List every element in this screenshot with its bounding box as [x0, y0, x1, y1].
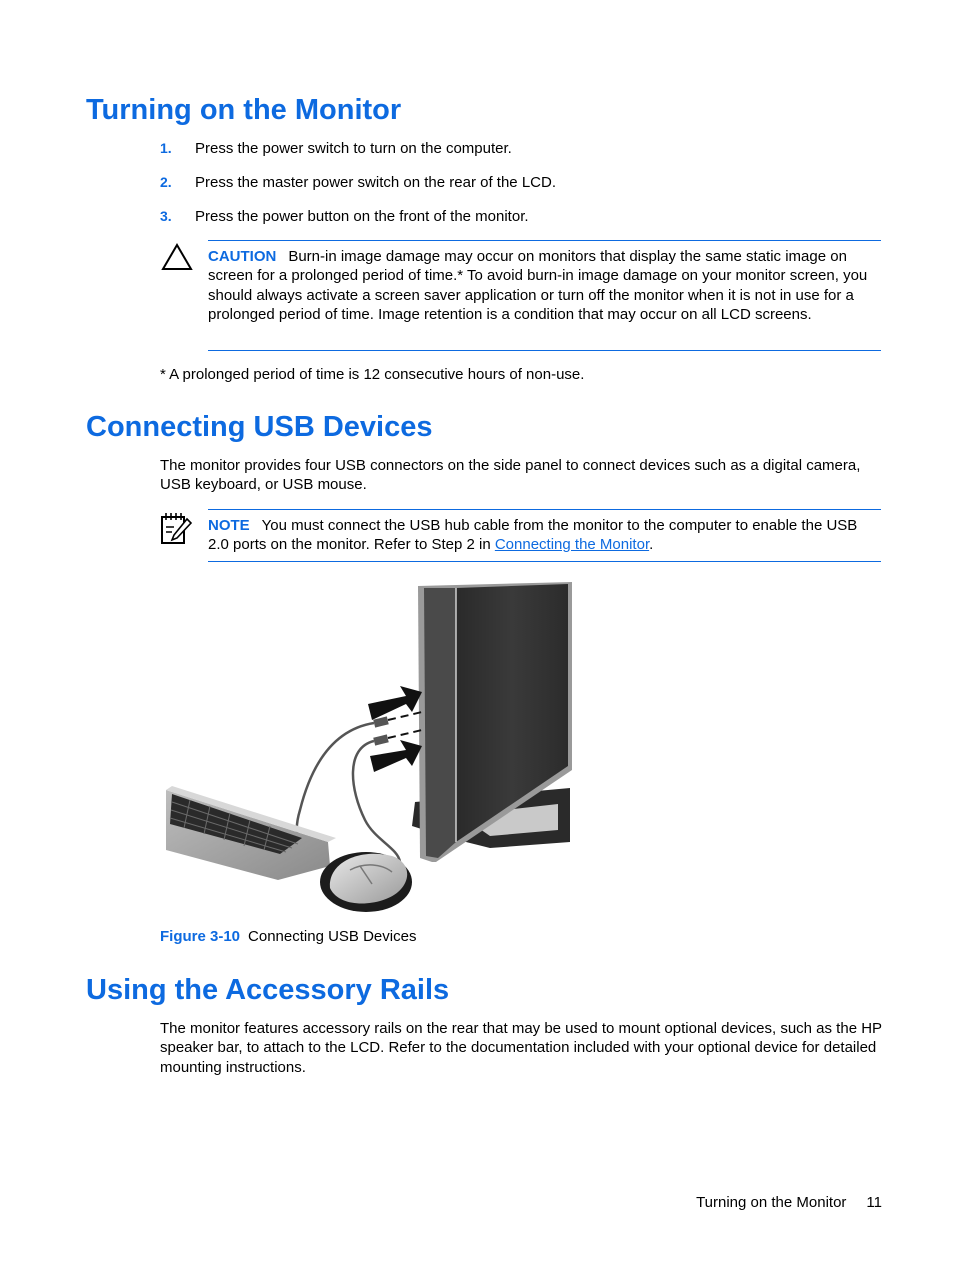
note-label: NOTE: [208, 517, 250, 534]
accessory-paragraph: The monitor features accessory rails on the rear that may be used to mount optional devices, such as the HP speaker bar, to attach to the LCD. Refer to the documentation included with your optional device for detailed mounting instructions.: [160, 1020, 882, 1076]
caution-callout: [208, 240, 881, 351]
step-number: 2.: [160, 174, 172, 190]
figure-label: Figure 3-10: [160, 928, 241, 945]
note-pencil-icon: [160, 511, 194, 550]
step-number: 3.: [160, 208, 172, 224]
caution-label: CAUTION: [208, 248, 277, 265]
heading-accessory-rails: Using the Accessory Rails: [86, 974, 450, 1006]
figure-caption: [160, 927, 416, 946]
note-text: You must connect the USB hub cable from the monitor to the computer to enable the USB 2.0 ports on the monitor. Refer to Step 2 in: [208, 517, 858, 554]
footer-title: Turning on the Monitor: [696, 1194, 847, 1211]
footnote: * A prolonged period of time is 12 consecutive hours of non-use.: [160, 366, 585, 383]
note-text-end: .: [649, 536, 654, 554]
caution-triangle-icon: [160, 242, 194, 277]
step-text: Press the master power switch on the rear of the LCD.: [195, 174, 556, 191]
usb-paragraph: The monitor provides four USB connectors on the side panel to connect devices such as a digital camera, USB keyboard, or USB mouse.: [160, 457, 861, 494]
page-number: 11: [866, 1194, 882, 1211]
note-callout: [208, 509, 881, 562]
step-text: Press the power button on the front of the monitor.: [195, 208, 529, 225]
heading-connecting-usb: Connecting USB Devices: [86, 411, 433, 443]
connecting-monitor-link[interactable]: Connecting the Monitor: [494, 536, 650, 554]
usb-devices-illustration: [160, 580, 580, 920]
page-footer: [696, 1193, 882, 1212]
caution-text: Burn-in image damage may occur on monitors that display the same static image on screen for a prolonged period of time.* To avoid burn-in image damage on your monitor screen, you should always activate a screen saver application or turn off the monitor when it is not in use for a prolonged period of time. Image retention is a condition that may occur on all LCD screens.: [208, 248, 868, 323]
step-text: Press the power switch to turn on the computer.: [195, 140, 512, 157]
step-number: 1.: [160, 140, 172, 156]
heading-turning-on-monitor: Turning on the Monitor: [86, 94, 402, 126]
figure-caption-text: Connecting USB Devices: [248, 928, 417, 945]
